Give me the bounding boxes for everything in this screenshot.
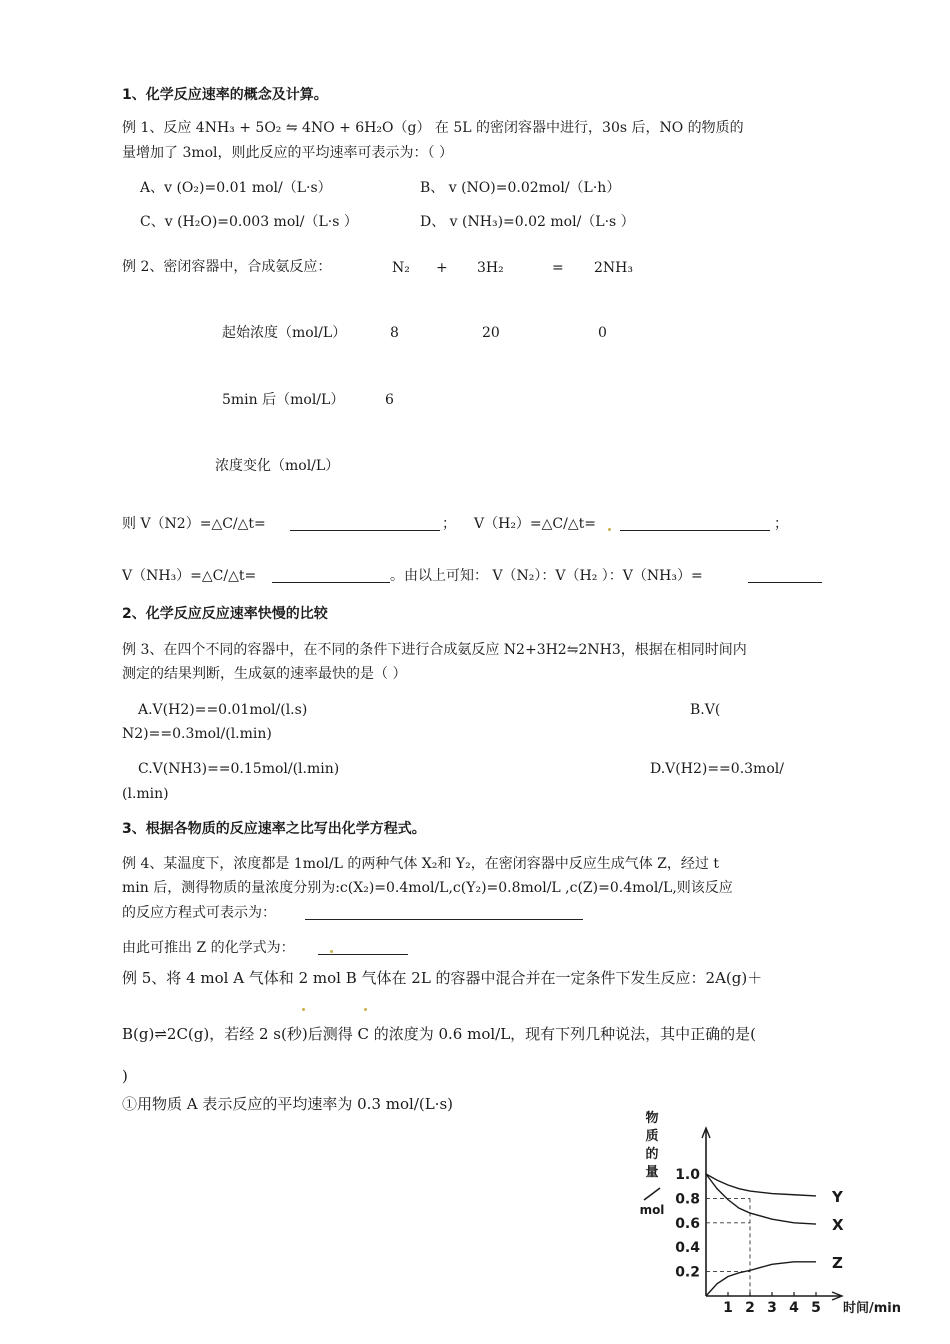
ex2-h2: 3H₂ bbox=[477, 260, 504, 276]
ex1-option-c: C、v (H₂O)=0.003 mol/（L·s ） bbox=[140, 214, 358, 230]
row2-label: 5min 后（mol/L） bbox=[222, 392, 345, 408]
rate-nh3-blank[interactable] bbox=[272, 568, 390, 583]
x-tick-label: 1 bbox=[723, 1300, 733, 1314]
amount-vs-time-chart bbox=[630, 1108, 920, 1314]
ex4-line4: 由此可推出 Z 的化学式为： bbox=[122, 940, 295, 956]
x-tick-label: 3 bbox=[767, 1300, 777, 1314]
ex3-line2: 测定的结果判断，生成氨的速率最快的是（ ） bbox=[122, 666, 407, 682]
ex3-option-d-part2: (l.min) bbox=[122, 786, 169, 802]
y-axis-label-slash bbox=[644, 1188, 660, 1200]
section-1-title: 1、化学反应速率的概念及计算。 bbox=[122, 87, 328, 103]
y-axis-label-char: 质 bbox=[645, 1129, 659, 1144]
ex4-line2: min 后，测得物质的量浓度分别为:c(X₂)=0.4mol/L,c(Y₂)=0.8mol/L ,c(Z)=0.4mol/L,则该反应 bbox=[122, 880, 733, 896]
series-label-x: X bbox=[832, 1216, 844, 1235]
ex5-line3: ) bbox=[122, 1067, 128, 1085]
rate-n2-text: 则 V（N2）=△C/△t= bbox=[122, 516, 266, 532]
rate-nh3-text: V（NH₃）=△C/△t= bbox=[122, 568, 257, 584]
row1-value-2: 20 bbox=[482, 325, 500, 341]
y-tick-label: 0.2 bbox=[675, 1264, 700, 1281]
section-2-title: 2、化学反应反应速率快慢的比较 bbox=[122, 606, 328, 622]
x-tick-label: 2 bbox=[745, 1300, 755, 1314]
ex4-line1: 例 4、某温度下，浓度都是 1mol/L 的两种气体 X₂和 Y₂，在密闭容器中反应生成气体 Z，经过 t bbox=[122, 856, 719, 872]
y-tick-label: 0.4 bbox=[675, 1240, 700, 1257]
ex2-plus: + bbox=[436, 260, 448, 276]
ex1-option-a: A、v (O₂)=0.01 mol/（L·s） bbox=[140, 180, 332, 196]
x-axis-label: 时间/min bbox=[842, 1301, 902, 1314]
row3-label: 浓度变化（mol/L） bbox=[215, 458, 340, 474]
speck-mark bbox=[608, 528, 611, 531]
x-tick-label: 5 bbox=[811, 1300, 821, 1314]
ratio-text: 。由以上可知： V（N₂）：V（H₂ ）：V（NH₃）= bbox=[390, 568, 703, 584]
ratio-blank[interactable] bbox=[748, 568, 822, 583]
rate-h2-text: V（H₂）=△C/△t= bbox=[474, 516, 596, 532]
ex5-line1: 例 5、将 4 mol A 气体和 2 mol B 气体在 2L 的容器中混合并在一定条件下发生反应：2A(g)＋ bbox=[122, 969, 763, 987]
rate-end: ； bbox=[774, 516, 788, 532]
ex3-option-a: A.V(H2)==0.01mol/(l.s) bbox=[138, 702, 308, 718]
ex3-option-b-part2: N2)==0.3mol/(l.min) bbox=[122, 726, 272, 742]
row1-value-3: 0 bbox=[598, 325, 607, 341]
series-line-y bbox=[706, 1174, 816, 1196]
ex4-line3: 的反应方程式可表示为： bbox=[122, 905, 276, 921]
ex3-option-b-part1: B.V( bbox=[690, 702, 721, 718]
statement-1: ①用物质 A 表示反应的平均速率为 0.3 mol/(L·s) bbox=[122, 1095, 453, 1113]
ex2-prefix: 例 2、密闭容器中，合成氨反应： bbox=[122, 259, 332, 275]
ex1-line1: 例 1、反应 4NH₃ + 5O₂ ⇋ 4NO + 6H₂O（g） 在 5L 的密闭容器中进行，30s 后，NO 的物质的 bbox=[122, 120, 744, 136]
speck-mark bbox=[302, 1008, 305, 1011]
ex3-option-d-part1: D.V(H2)==0.3mol/ bbox=[650, 761, 784, 777]
series-label-y: Y bbox=[832, 1187, 843, 1206]
ex3-option-c: C.V(NH3)==0.15mol/(l.min) bbox=[138, 761, 340, 777]
ex2-nh3: 2NH₃ bbox=[594, 260, 633, 276]
ex1-line2: 量增加了 3mol，则此反应的平均速率可表示为：（ ） bbox=[122, 145, 453, 161]
ex2-n2: N₂ bbox=[392, 260, 410, 276]
ex2-eq: = bbox=[552, 260, 564, 276]
y-tick-label: 0.8 bbox=[675, 1191, 700, 1208]
row1-value-1: 8 bbox=[390, 325, 399, 341]
series-line-x bbox=[706, 1174, 816, 1224]
y-tick-label: 0.6 bbox=[675, 1215, 700, 1232]
y-axis-label-unit: mol bbox=[639, 1203, 665, 1217]
ex5-line2: B(g)⇌2C(g)，若经 2 s(秒)后测得 C 的浓度为 0.6 mol/L，现有下列几种说法，其中正确的是( bbox=[122, 1025, 757, 1043]
speck-mark bbox=[330, 950, 333, 953]
ex3-line1: 例 3、在四个不同的容器中，在不同的条件下进行合成氨反应 N2+3H2⇋2NH3，根据在相同时间内 bbox=[122, 642, 747, 658]
rate-h2-blank[interactable] bbox=[620, 516, 770, 531]
section-3-title: 3、根据各物质的反应速率之比写出化学方程式。 bbox=[122, 821, 426, 837]
series-line-z bbox=[706, 1262, 816, 1296]
speck-mark bbox=[364, 1008, 367, 1011]
ex4-equation-blank[interactable] bbox=[305, 905, 583, 920]
ex1-option-b: B、 v (NO)=0.02mol/（L·h） bbox=[420, 180, 621, 196]
y-axis-label-char: 的 bbox=[645, 1147, 659, 1162]
row1-label: 起始浓度（mol/L） bbox=[222, 325, 347, 341]
ex1-option-d: D、 v (NH₃)=0.02 mol/（L·s ） bbox=[420, 214, 635, 230]
y-tick-label: 1.0 bbox=[675, 1167, 700, 1183]
rate-n2-blank[interactable] bbox=[290, 516, 440, 531]
y-axis-label-char: 物 bbox=[645, 1111, 659, 1126]
y-axis-label bbox=[640, 1110, 665, 1217]
row2-value-1: 6 bbox=[385, 392, 394, 408]
rate-separator: ； bbox=[442, 516, 456, 532]
x-tick-label: 4 bbox=[789, 1300, 799, 1314]
y-axis-label-char: 量 bbox=[645, 1165, 659, 1180]
series-label-z: Z bbox=[832, 1253, 843, 1272]
